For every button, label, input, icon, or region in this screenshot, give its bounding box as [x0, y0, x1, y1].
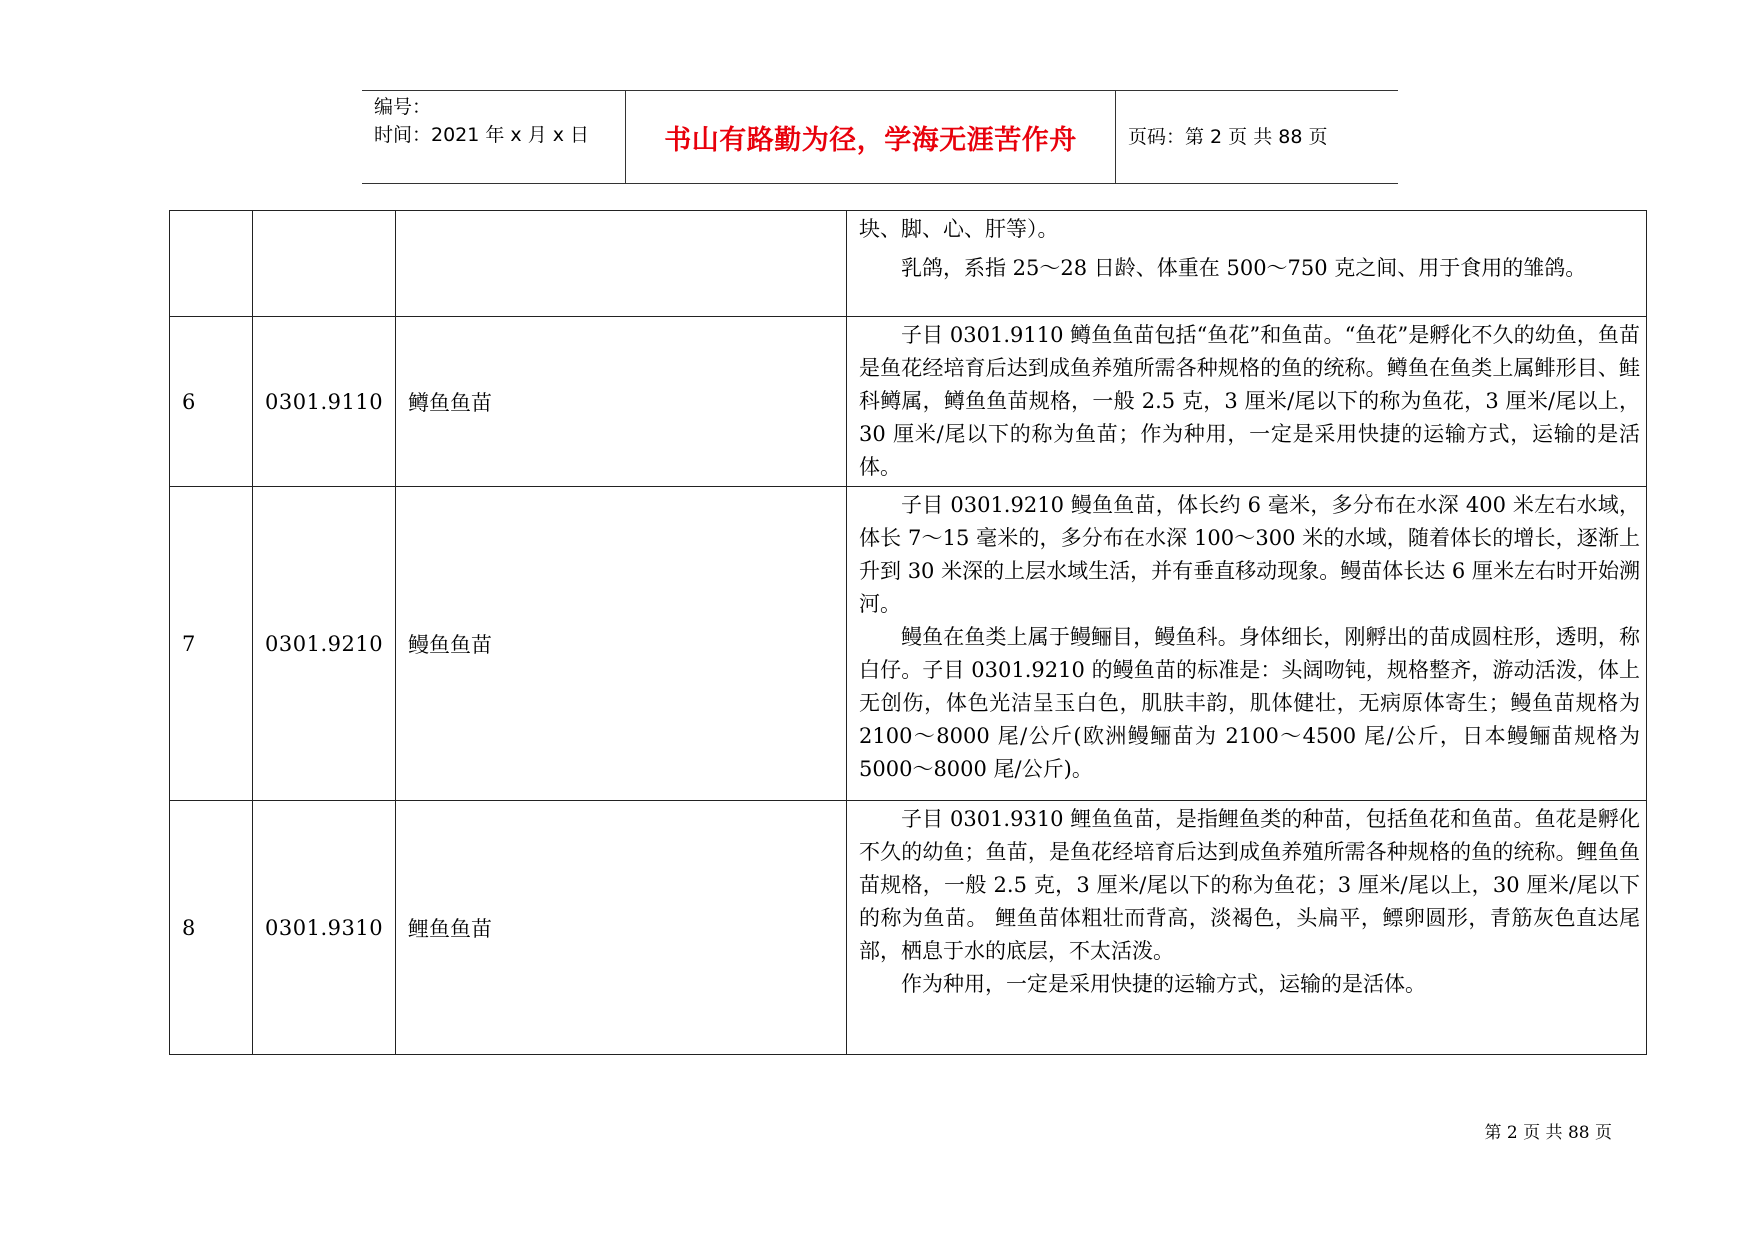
page-header — [362, 90, 1398, 184]
table-row — [170, 801, 1647, 1055]
item-name-cell: 鳗鱼鱼苗 — [396, 487, 847, 801]
tariff-code-cell: 0301.9210 — [253, 487, 396, 801]
tariff-code-cell — [253, 211, 396, 317]
tariff-code-cell: 0301.9110 — [253, 317, 396, 487]
description-cell — [847, 317, 1647, 487]
header-page-cell — [1116, 91, 1398, 183]
serial-label: 编号： — [374, 96, 432, 118]
description-paragraph: 作为种用，一定是采用快捷的运输方式，运输的是活体。 — [901, 972, 1426, 996]
description-cell — [847, 487, 1647, 801]
tariff-code-cell: 0301.9310 — [253, 801, 396, 1055]
description-paragraph: 鳗鱼在鱼类上属于鳗鲡目，鳗鱼科。身体细长，刚孵出的苗成圆柱形，透明，称白仔。子目 0301.9210 的鳗鱼苗的标准是：头阔吻钝，规格整齐，游动活泼，体上无创伤，体色光洁呈玉白色，肌肤丰韵，肌体健壮，无病原体寄生；鳗鱼苗规格为 2100～8000 尾/公斤(欧洲鳗鲡苗为 2100～4500 尾/公斤，日本鳗鲡苗规格为 5000～8000 尾/公斤)。 — [859, 625, 1640, 781]
time-label: 时间：2021 年 x 月 x 日 — [374, 124, 590, 146]
description-paragraph: 子目 0301.9310 鲤鱼鱼苗，是指鲤鱼类的种苗，包括鱼花和鱼苗。鱼花是孵化不久的幼鱼；鱼苗，是鱼花经培育后达到成鱼养殖所需各种规格的鱼的统称。鲤鱼鱼苗规格，一般 2.5 克，3 厘米/尾以下的称为鱼花；3 厘米/尾以上，30 厘米/尾以下的称为鱼苗。 鲤鱼苗体粗壮而背高，淡褐色，头扁平，鳔卵圆形，青筋灰色直达尾部，栖息于水的底层，不太活泼。 — [859, 807, 1640, 963]
row-number-cell — [170, 211, 253, 317]
header-page-label: 页码：第 2 页 共 88 页 — [1128, 126, 1328, 148]
table-row — [170, 487, 1647, 801]
item-name-cell: 鳟鱼鱼苗 — [396, 317, 847, 487]
row-number-cell: 7 — [170, 487, 253, 801]
description-paragraph: 块、脚、心、肝等）。 — [859, 217, 1059, 241]
description-cell — [847, 801, 1647, 1055]
row-number-cell: 6 — [170, 317, 253, 487]
header-motto-cell — [626, 91, 1116, 183]
table-body — [170, 211, 1647, 1055]
motto-text: 书山有路勤为径，学海无涯苦作舟 — [664, 124, 1077, 156]
header-info-cell — [362, 91, 626, 183]
item-name-cell: 鲤鱼鱼苗 — [396, 801, 847, 1055]
description-paragraph: 乳鸽，系指 25～28 日龄、体重在 500～750 克之间、用于食用的雏鸽。 — [901, 256, 1587, 280]
description-paragraph: 子目 0301.9210 鳗鱼鱼苗，体长约 6 毫米，多分布在水深 400 米左右水域，体长 7～15 毫米的，多分布在水深 100～300 米的水域，随着体长的增长，逐渐上升到 30 米深的上层水域生活，并有垂直移动现象。鳗苗体长达 6 厘米左右时开始溯河。 — [859, 493, 1640, 616]
item-name-cell — [396, 211, 847, 317]
page-footer: 第 2 页 共 88 页 — [1484, 1123, 1612, 1143]
table-row — [170, 211, 1647, 317]
description-cell — [847, 211, 1647, 317]
description-paragraph: 子目 0301.9110 鳟鱼鱼苗包括“鱼花”和鱼苗。“鱼花”是孵化不久的幼鱼，鱼苗是鱼花经培育后达到成鱼养殖所需各种规格的鱼的统称。鳟鱼在鱼类上属鲱形目、鲑科鳟属，鳟鱼鱼苗规格，一般 2.5 克，3 厘米/尾以下的称为鱼花，3 厘米/尾以上，30 厘米/尾以下的称为鱼苗；作为种用，一定是采用快捷的运输方式，运输的是活体。 — [859, 323, 1640, 479]
tariff-table — [169, 210, 1647, 1055]
table-row — [170, 317, 1647, 487]
row-number-cell: 8 — [170, 801, 253, 1055]
